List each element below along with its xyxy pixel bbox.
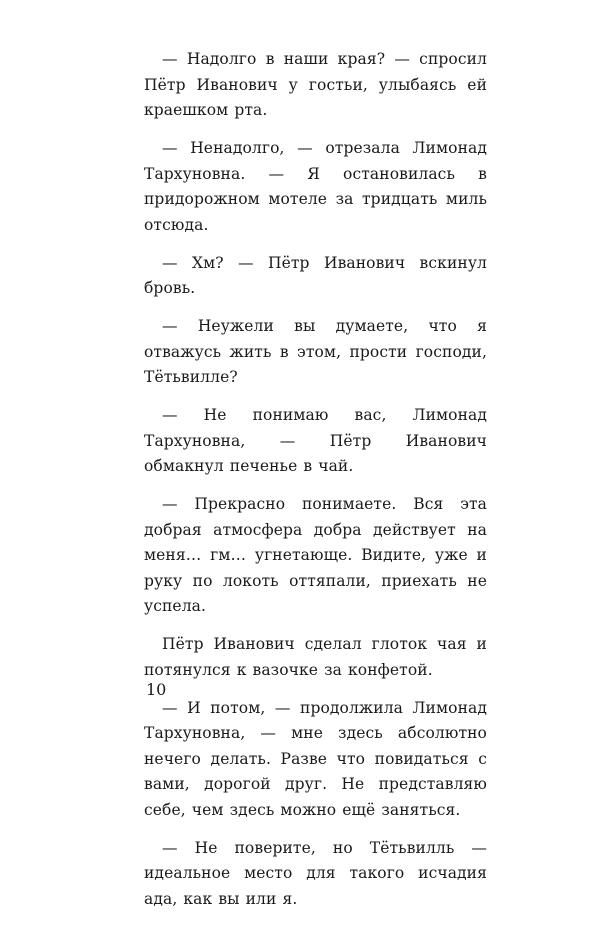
paragraph-1: — Надолго в наши края? — спросил Пётр Иванович у гостьи, улыбаясь ей краешком рта. bbox=[144, 50, 487, 119]
paragraph-8: — И потом, — продолжила Лимонад Тархуновна, — мне здесь абсолютно нечего делать. Разве что повидаться с вами, дорогой друг. Не представляю себе, чем здесь можно ещё заняться. bbox=[144, 698, 487, 819]
paragraph-4: — Неужели вы думаете, что я отважусь жить в этом, прости господи, Тётьвилле? bbox=[144, 317, 487, 386]
paragraph-9: — Не поверите, но Тётьвилль — идеальное место для такого исчадия ада, как вы или я. bbox=[144, 838, 487, 908]
paragraph-6: — Прекрасно понимаете. Вся эта добрая атмосфера добра действует на меня… гм… угнетающе. Видите, уже и руку по локоть оттяпали, приехать не успела. bbox=[144, 495, 487, 615]
paragraph-2: — Ненадолго, — отрезала Лимонад Тархуновна. — Я остановилась в придорожном мотеле за тридцать миль отсюда. bbox=[144, 139, 487, 234]
page-text bbox=[144, 47, 487, 925]
page-number: 10 bbox=[146, 680, 167, 699]
paragraph-3: — Хм? — Пётр Иванович вскинул бровь. bbox=[144, 253, 487, 297]
paragraph-7: Пётр Иванович сделал глоток чая и потянулся к вазочке за конфетой. bbox=[144, 635, 487, 679]
paragraph-5: — Не понимаю вас, Лимонад Тархуновна, — Пётр Иванович обмакнул печенье в чай. bbox=[144, 406, 487, 475]
